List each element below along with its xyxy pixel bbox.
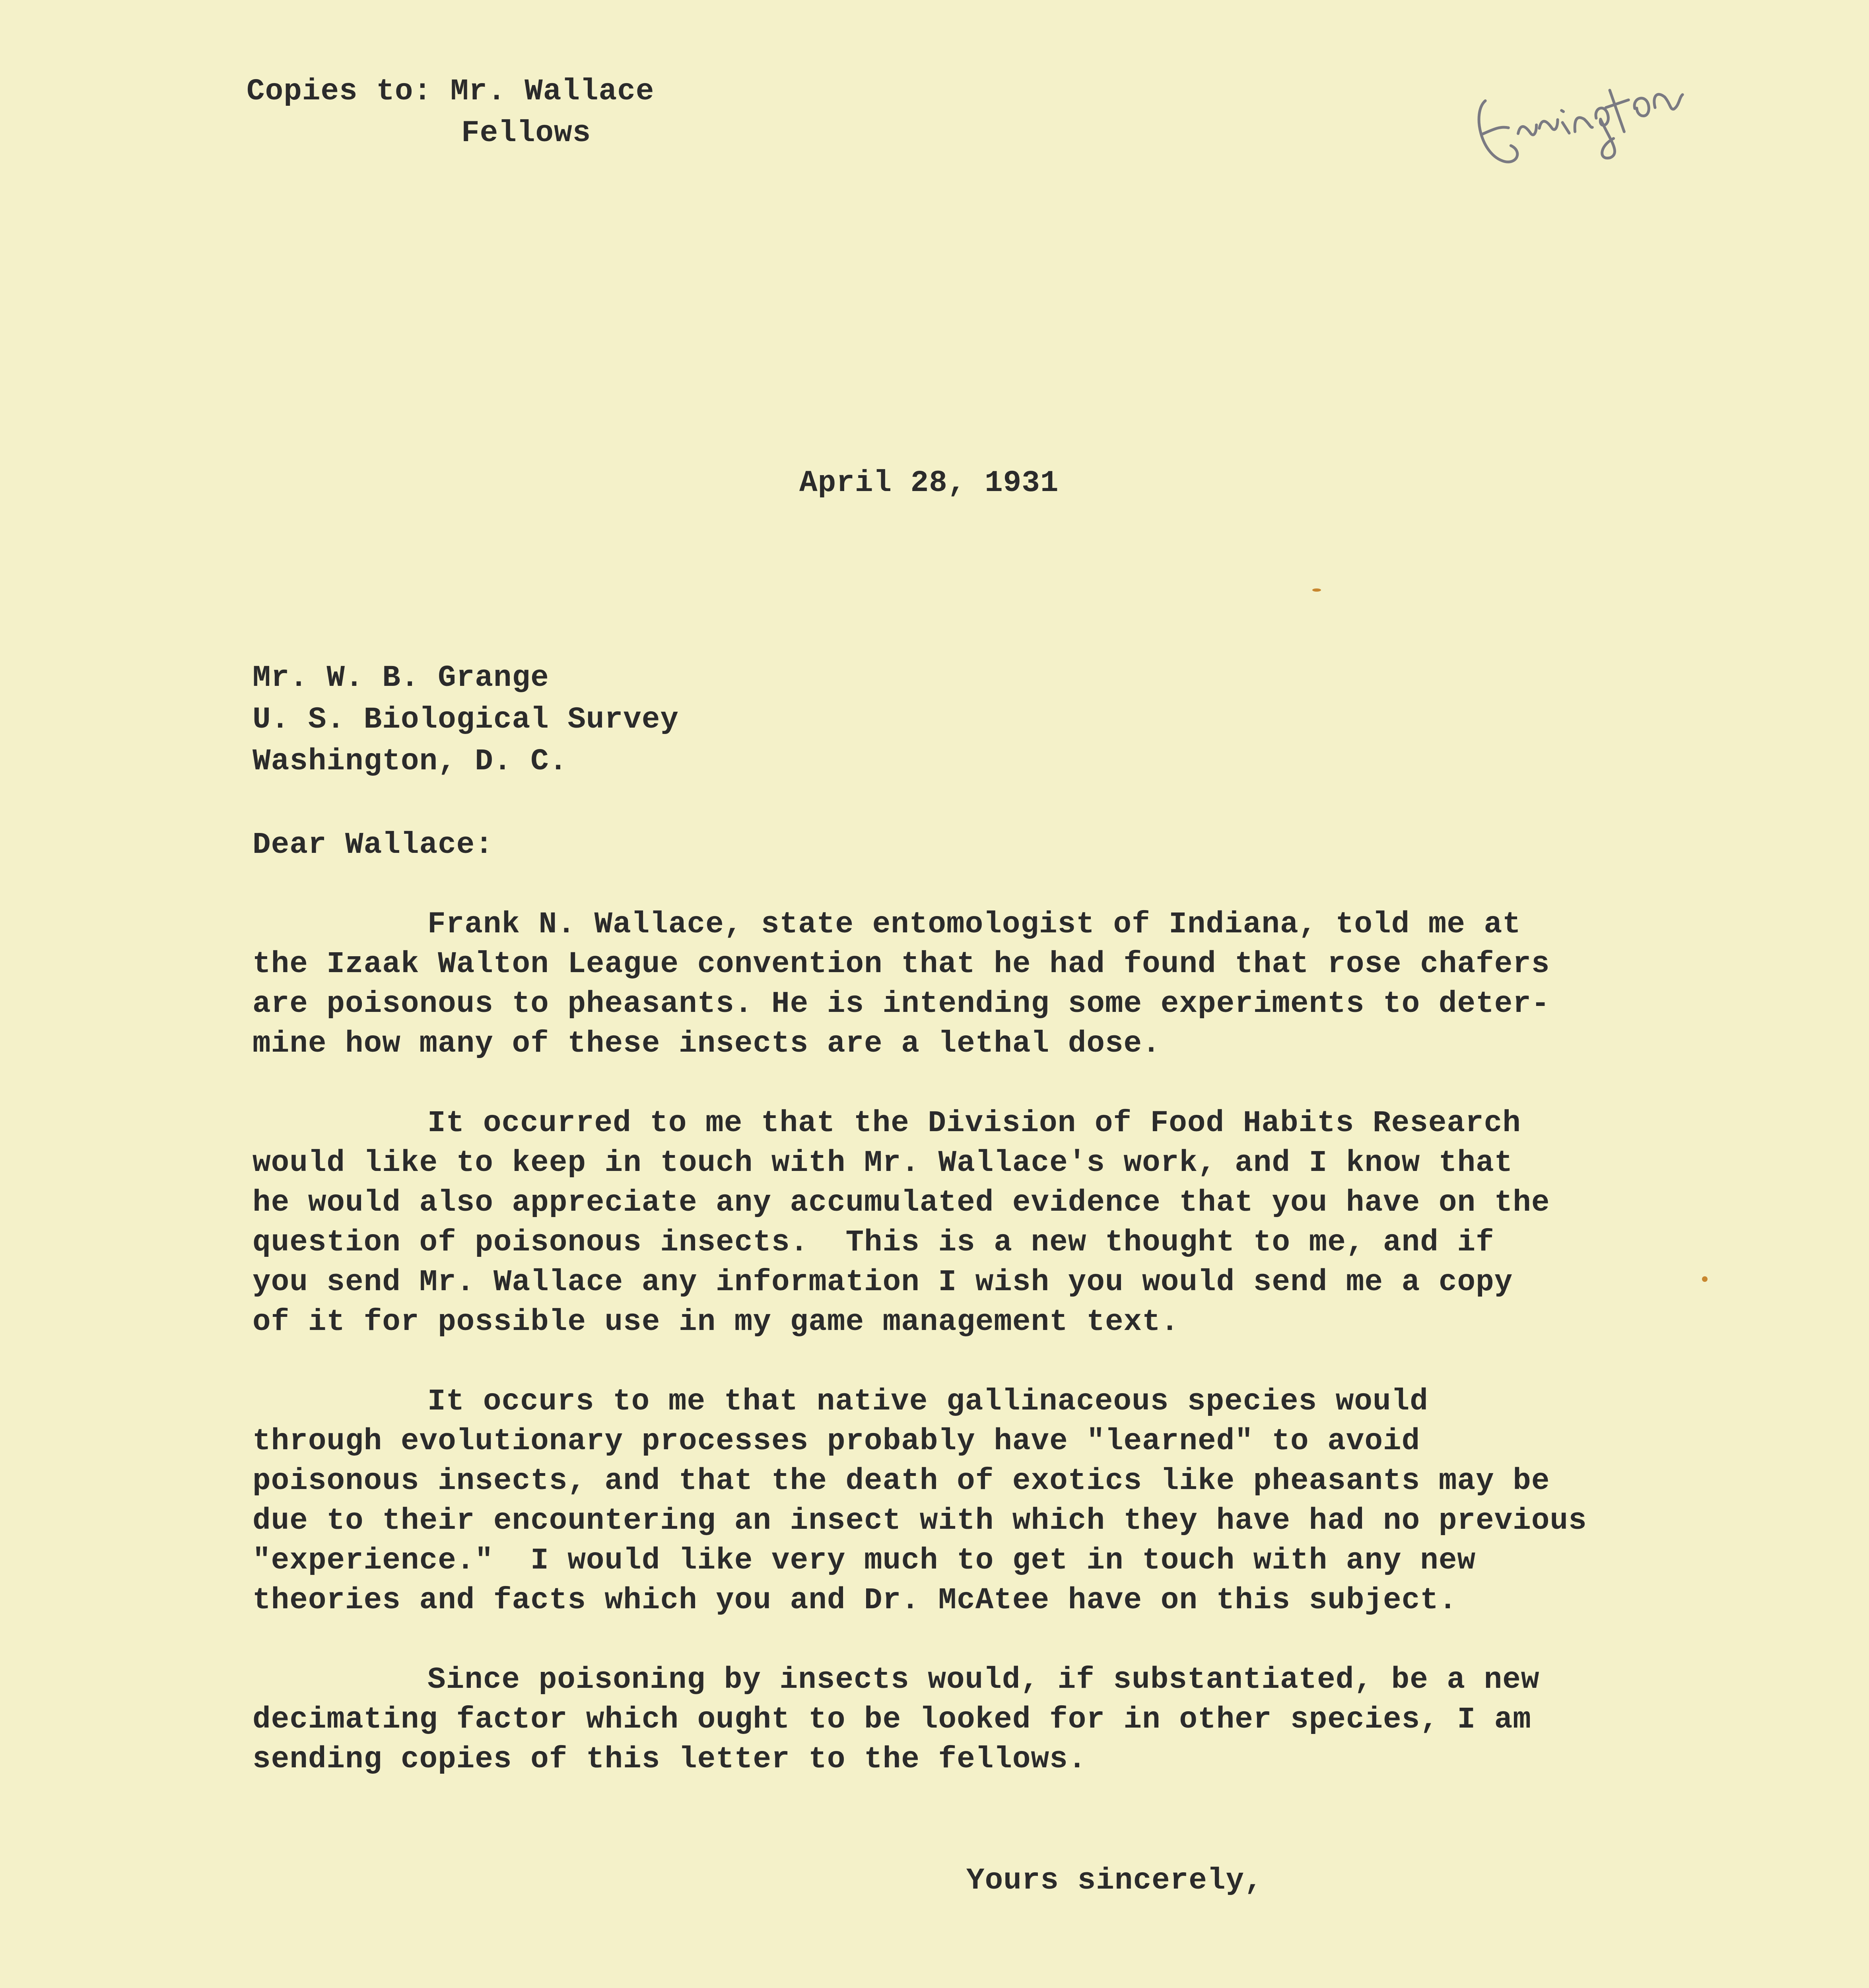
paragraph-1-line-1: Frank N. Wallace, state entomologist of Indiana, told me at [427,907,1521,942]
paragraph-3-line-5: "experience." I would like very much to get in touch with any new [253,1543,1476,1578]
paragraph-3-line-2: through evolutionary processes probably have "learned" to avoid [253,1424,1420,1458]
paper-speck [1312,588,1321,592]
salutation: Dear Wallace: [253,828,493,862]
closing: Yours sincerely, [966,1864,1263,1898]
copies-to-line: Copies to: Mr. Wallace [247,74,655,109]
paragraph-2-line-2: would like to keep in touch with Mr. Wallace's work, and I know that [253,1146,1513,1180]
handwriting-drawing [1455,9,1765,191]
paragraph-4-line-2: decimating factor which ought to be looked for in other species, I am [253,1703,1531,1737]
paragraph-1-line-4: mine how many of these insects are a lethal dose. [253,1027,1161,1061]
copies-to-fellows: Fellows [461,116,591,150]
address-line-1: Mr. W. B. Grange [253,661,549,695]
paragraph-3-line-4: due to their encountering an insect with which they have had no previous [253,1504,1587,1538]
paragraph-2-line-4: question of poisonous insects. This is a new thought to me, and if [253,1225,1494,1260]
paragraph-3-line-1: It occurs to me that native gallinaceous species would [427,1384,1428,1419]
handwritten-note-errington [1455,9,1765,191]
letter-date: April 28, 1931 [799,466,1059,500]
paragraph-4-line-1: Since poisoning by insects would, if substantiated, be a new [427,1663,1540,1697]
paragraph-1-line-2: the Izaak Walton League convention that he had found that rose chafers [253,947,1550,981]
paragraph-2-line-6: of it for possible use in my game management text. [253,1305,1179,1339]
paragraph-1-line-3: are poisonous to pheasants. He is intending some experiments to deter- [253,987,1550,1021]
paragraph-2-line-1: It occurred to me that the Division of Food Habits Research [427,1106,1521,1140]
address-line-2: U. S. Biological Survey [253,703,679,737]
address-line-3: Washington, D. C. [253,744,568,779]
paragraph-4-line-3: sending copies of this letter to the fellows. [253,1742,1087,1776]
paragraph-3-line-6: theories and facts which you and Dr. McAtee have on this subject. [253,1583,1457,1617]
paragraph-2-line-5: you send Mr. Wallace any information I wish you would send me a copy [253,1265,1513,1299]
paper-speck [1702,1276,1708,1282]
paragraph-3-line-3: poisonous insects, and that the death of exotics like pheasants may be [253,1464,1550,1498]
paragraph-2-line-3: he would also appreciate any accumulated evidence that you have on the [253,1186,1550,1220]
